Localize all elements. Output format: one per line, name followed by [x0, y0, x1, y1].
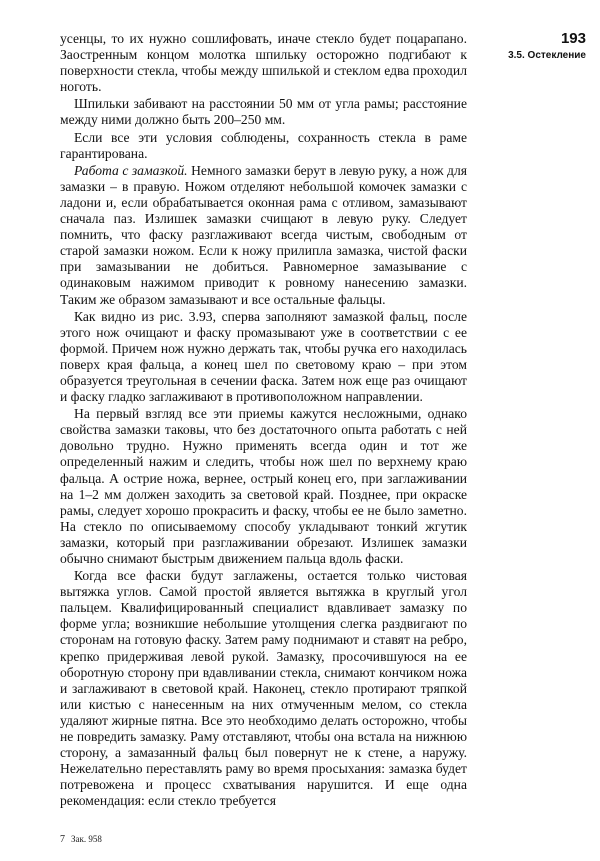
subsection-lead: Работа с замазкой.	[74, 162, 188, 178]
paragraph-text: На первый взгляд все эти приемы кажутся несложными, однако свойства замазки таковы, что без достаточного опыта работать с ней довольно трудно. Нужно применять всегда один и тот же определенный нажим и следить, чтобы нож шел по верхнему краю фальца. А острие ножа, вернее, острый конец его, при заглаживании на 1–2 мм должен заходить за световой край. Позднее, при окраске рамы, следует хорошо прокрасить и фаску, чтобы ее не было заметно. На стекло по описываемому способу укладывают тонкий жгутик замазки, который при разглаживании обрезают. Излишек замазки обычно снимают быстрым движением пальца вдоль фаски.	[60, 406, 467, 566]
paragraph-text: Как видно из рис. 3.93, сперва заполняют замазкой фальц, после этого нож очищают и фаску промазывают уже в соответствии с ее формой. Причем нож нужно держать так, чтобы ручка его находилась поверх края фальца, а конец шел по световому краю – при этом образуется треугольная в сечении фаска. Затем нож еще раз очищают и фаску гладко заглаживают в противоположном направлении.	[60, 308, 467, 405]
paragraph-text: Шпильки забивают на расстоянии 50 мм от угла рамы; расстояние между ними должно быть 200–250 мм.	[60, 96, 467, 128]
paragraph	[60, 163, 467, 308]
paragraph-text: усенцы, то их нужно сошлифовать, иначе стекло будет поцарапано. Заостренным концом молотка шпильку осторожно подгибают к поверхности стекла, чтобы между шпилькой и стеклом едва проходил ноготь.	[60, 31, 467, 95]
paragraph	[60, 406, 467, 567]
section-title: 3.5. Остекление	[508, 50, 586, 61]
paragraph	[60, 309, 467, 406]
running-header	[478, 30, 586, 62]
paragraph-text: Если все эти условия соблюдены, сохранность стекла в раме гарантирована.	[60, 129, 467, 161]
paragraph	[60, 96, 467, 128]
paragraph-text: Когда все фаски будут заглажены, остается только чистовая вытяжка углов. Самой простой является вытяжка в круглый угол пальцем. Квалифицированный специалист вдавливает замазку по форме угла; возникшие небольшие утолщения слегка раздвигают по сторонам на готовую фаску. Затем раму поднимают и ставят на ребро, крепко придерживая левой рукой. Замазку, просочившуюся на ее оборотную сторону при вдавливании стекла, снимают кончиком ножа и заглаживают в световой край. Наконец, стекло протирают тряпкой или кистью с нанесенным на них отмученным мелом, со стекла удаляют жирные пятна. Все это необходимо делать осторожно, чтобы не повредить замазку. Раму отставляют, чтобы она встала на нижнюю сторону, а замазанный фальц был повернут не к стене, а наружу. Нежелательно переставлять раму во время просыхания: замазка будет потревожена и процесс схватывания нарушится. И еще одна рекомендация: если стекло требуется	[60, 568, 467, 809]
paragraph-continuation	[60, 31, 467, 95]
printer-signature	[60, 834, 102, 845]
signature-number: 7	[60, 834, 65, 845]
page-number: 193	[560, 30, 586, 47]
paragraph-text: Немного замазки берут в левую руку, а нож для замазки – в правую. Ножом отделяют небольшой комочек замазки с ладони и, если обрабатывается оконная рама с отливом, замазывают сначала паз. Излишек замазки счищают в левую руку. Следует помнить, что фаску разглаживают всегда чистым, свободным от старой замазки ножом. Если к ножу прилипла замазка, чистой фаски при замазывании не добиться. Равномерное замазывание с одинаковым нажимом приводит к ровному нанесению замазки. Таким же образом замазывают и все остальные фальцы.	[60, 162, 467, 307]
paragraph	[60, 130, 467, 162]
text-column	[60, 31, 467, 810]
paragraph	[60, 568, 467, 809]
order-number: Зак. 958	[71, 834, 102, 844]
